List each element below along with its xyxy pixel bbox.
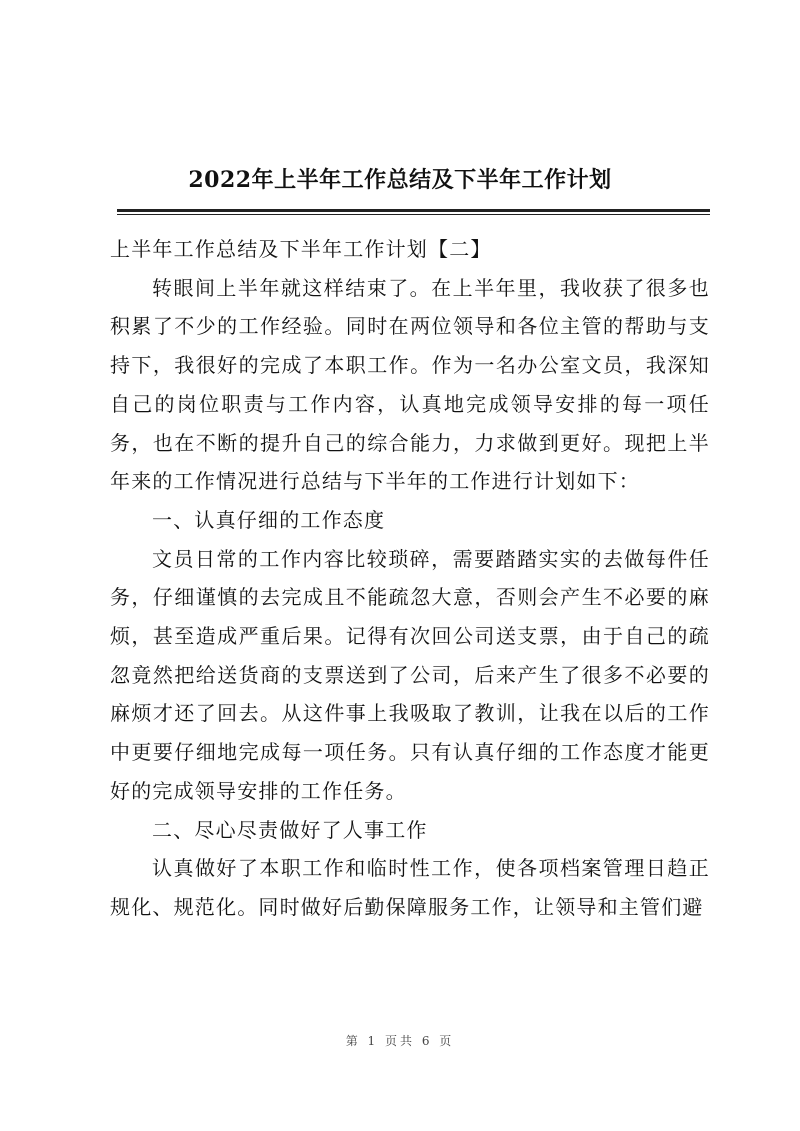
section-heading-1: 一、认真仔细的工作态度 xyxy=(152,507,386,532)
paragraph-1: 文员日常的工作内容比较琐碎，需要踏踏实实的去做每件任务，仔细谨慎的去完成且不能疏忽大意，否则会产生不必要的麻烦，甚至造成严重后果。记得有次回公司送支票，由于自己的疏忽竟然把给送货商的支票送到了公司，后来产生了很多不必要的麻烦才还了回去。从这件事上我吸取了教训，让我在以后的工作中更要仔细地完成每一项任务。只有认真仔细的工作态度才能更好的完成领导安排的工作任务。 xyxy=(110,546,710,803)
page-footer: 第 1 页共 6 页 xyxy=(345,1034,455,1048)
document-title: 2022年上半年工作总结及下半年工作计划 xyxy=(188,167,612,193)
title-divider xyxy=(117,209,710,212)
title-divider-thin xyxy=(117,214,710,215)
section-subtitle: 上半年工作总结及下半年工作计划【二】 xyxy=(110,237,492,261)
paragraph-intro: 转眼间上半年就这样结束了。在上半年里，我收获了很多也积累了不少的工作经验。同时在两位领导和各位主管的帮助与支持下，我很好的完成了本职工作。作为一名办公室文员，我深知自己的岗位职责与工作内容，认真地完成领导安排的每一项任务，也在不断的提升自己的综合能力，力求做到更好。现把上半年来的工作情况进行总结与下半年的工作进行计划如下： xyxy=(110,275,710,494)
document-body xyxy=(110,230,710,927)
paragraph-2: 认真做好了本职工作和临时性工作，使各项档案管理日趋正规化、规范化。同时做好后勤保障服务工作，让领导和主管们避 xyxy=(110,856,710,919)
section-heading-2: 二、尽心尽责做好了人事工作 xyxy=(152,817,428,842)
